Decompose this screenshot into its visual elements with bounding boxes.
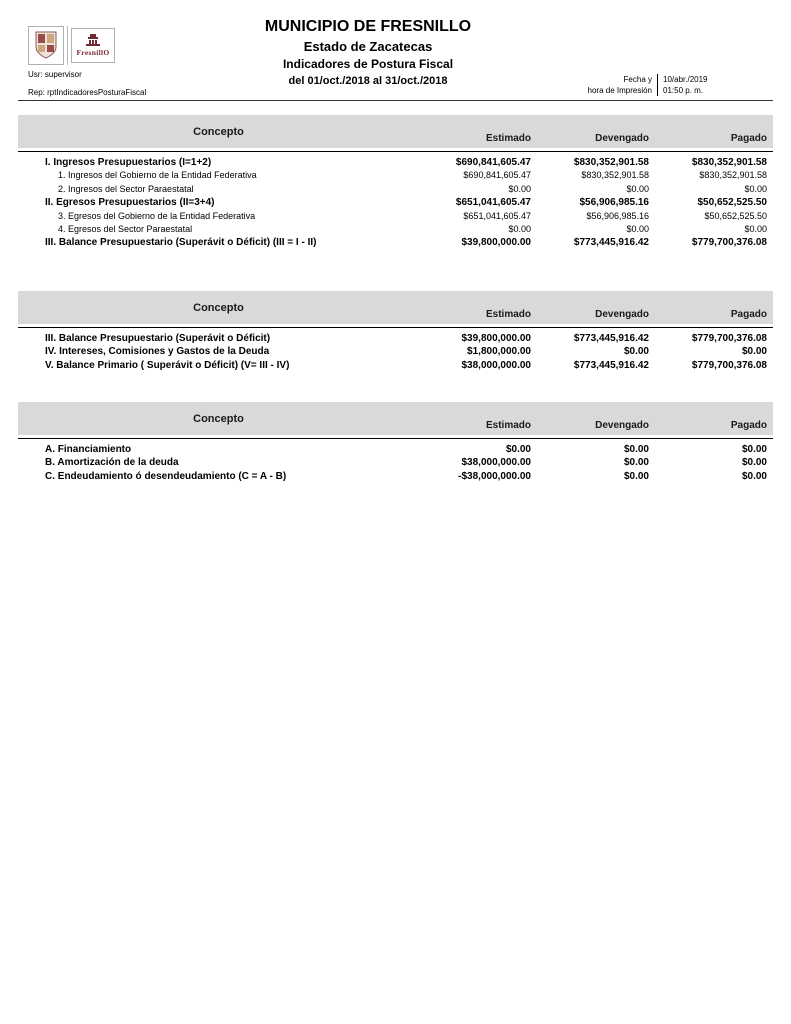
row-pagado-value: $0.00 <box>741 346 767 358</box>
row-estimado-value: $651,041,605.47 <box>455 197 531 209</box>
column-header-pagado: Pagado <box>730 133 767 144</box>
table-body <box>18 156 773 250</box>
row-estimado-value: $38,000,000.00 <box>461 359 531 371</box>
row-devengado-value: $773,445,916.42 <box>573 237 649 249</box>
report-meta-left <box>28 70 146 97</box>
column-header-concepto: Concepto <box>193 125 244 138</box>
row-devengado-value: $56,906,985.16 <box>579 197 649 209</box>
row-concept-label: 1. Ingresos del Gobierno de la Entidad Federativa <box>58 170 257 181</box>
print-time-label: hora de Impresión <box>587 86 652 95</box>
table-row <box>18 456 773 469</box>
report-period: del 01/oct./2018 al 31/oct./2018 <box>288 75 448 87</box>
row-pagado-value: $0.00 <box>741 444 767 455</box>
column-header-estimado: Estimado <box>485 309 531 320</box>
row-concept-label: 3. Egresos del Gobierno de la Entidad Federativa <box>58 210 256 221</box>
row-pagado-value: $779,700,376.08 <box>691 333 767 344</box>
row-concept-label: C. Endeudamiento ó desendeudamiento (C = A - B) <box>45 470 287 482</box>
row-concept-label: 4. Egresos del Sector Paraestatal <box>58 224 193 235</box>
column-header-estimado: Estimado <box>485 420 531 431</box>
table-row <box>18 196 773 209</box>
row-pagado-value: $779,700,376.08 <box>691 237 767 249</box>
column-header-pagado: Pagado <box>730 420 767 431</box>
row-estimado-value: $0.00 <box>505 444 531 455</box>
table-row <box>18 332 773 345</box>
table-row <box>18 223 773 236</box>
row-devengado-value: $830,352,901.58 <box>581 170 649 181</box>
print-date-value: 10/abr./2019 <box>663 75 708 84</box>
table-header-rule <box>18 438 773 439</box>
row-devengado-value: $0.00 <box>623 346 649 358</box>
table-header-rule <box>18 327 773 328</box>
row-concept-label: 2. Ingresos del Sector Paraestatal <box>58 183 194 194</box>
row-estimado-value: $39,800,000.00 <box>461 237 531 249</box>
row-pagado-value: $779,700,376.08 <box>691 359 767 371</box>
row-estimado-value: -$38,000,000.00 <box>458 470 531 482</box>
row-concept-label: III. Balance Presupuestario (Superávit o Déficit) (III = I - II) <box>45 237 317 249</box>
row-devengado-value: $773,445,916.42 <box>573 359 649 371</box>
table-header-bar <box>18 115 773 148</box>
row-concept-label: I. Ingresos Presupuestarios (I=1+2) <box>45 157 212 168</box>
row-concept-label: IV. Intereses, Comisiones y Gastos de la Deuda <box>45 346 270 358</box>
row-pagado-value: $50,652,525.50 <box>697 197 767 209</box>
row-concept-label: B. Amortización de la deuda <box>45 457 179 469</box>
column-header-devengado: Devengado <box>595 309 649 320</box>
row-estimado-value: $690,841,605.47 <box>455 157 531 168</box>
row-estimado-value: $690,841,605.47 <box>463 170 531 181</box>
print-info-labels <box>588 74 652 96</box>
row-estimado-value: $39,800,000.00 <box>461 333 531 344</box>
table-header-rule <box>18 151 773 152</box>
row-pagado-value: $0.00 <box>744 183 767 194</box>
print-time-value: 01:50 p. m. <box>663 86 704 95</box>
table-row <box>18 169 773 182</box>
row-estimado-value: $0.00 <box>508 224 531 235</box>
row-concept-label: A. Financiamiento <box>45 444 132 455</box>
row-pagado-value: $50,652,525.50 <box>704 210 767 221</box>
row-devengado-value: $0.00 <box>623 444 649 455</box>
row-devengado-value: $0.00 <box>626 183 649 194</box>
column-header-concepto: Concepto <box>193 301 244 314</box>
print-info-values <box>663 74 713 96</box>
row-concept-label: II. Egresos Presupuestarios (II=3+4) <box>45 197 215 209</box>
row-devengado-value: $773,445,916.42 <box>573 333 649 344</box>
table-header-bar <box>18 291 773 324</box>
column-header-devengado: Devengado <box>595 420 649 431</box>
table-row <box>18 470 773 483</box>
print-info-divider <box>657 74 658 96</box>
row-devengado-value: $56,906,985.16 <box>586 210 649 221</box>
column-header-devengado: Devengado <box>595 133 649 144</box>
page-title: MUNICIPIO DE FRESNILLO <box>264 18 472 35</box>
table-row <box>18 359 773 372</box>
table-row <box>18 345 773 358</box>
row-concept-label: III. Balance Presupuestario (Superávit o Déficit) <box>45 333 271 344</box>
column-header-estimado: Estimado <box>485 133 531 144</box>
print-date-label: Fecha y <box>623 75 652 84</box>
row-pagado-value: $830,352,901.58 <box>699 170 767 181</box>
table-row <box>18 183 773 196</box>
report-name: Indicadores de Postura Fiscal <box>282 57 454 71</box>
table-body <box>18 443 773 483</box>
table-row <box>18 210 773 223</box>
page-subtitle: Estado de Zacatecas <box>303 39 433 54</box>
row-devengado-value: $0.00 <box>623 470 649 482</box>
row-devengado-value: $0.00 <box>626 224 649 235</box>
table-header-bar <box>18 402 773 435</box>
report-id-line: Rep: rptIndicadoresPosturaFiscal <box>28 88 147 97</box>
row-pagado-value: $0.00 <box>741 457 767 469</box>
user-line: Usr: supervisor <box>28 70 82 79</box>
row-pagado-value: $0.00 <box>744 224 767 235</box>
fiscal-summary-table <box>18 115 773 250</box>
table-row <box>18 156 773 169</box>
financing-table <box>18 402 773 483</box>
primary-balance-table <box>18 291 773 372</box>
row-estimado-value: $38,000,000.00 <box>461 457 531 469</box>
row-estimado-value: $1,800,000.00 <box>467 346 531 358</box>
table-row <box>18 236 773 249</box>
table-body <box>18 332 773 372</box>
row-pagado-value: $830,352,901.58 <box>691 157 767 168</box>
column-header-pagado: Pagado <box>730 309 767 320</box>
print-info <box>588 74 713 96</box>
row-estimado-value: $651,041,605.47 <box>463 210 531 221</box>
row-estimado-value: $0.00 <box>508 183 531 194</box>
column-header-concepto: Concepto <box>193 412 244 425</box>
row-concept-label: V. Balance Primario ( Superávit o Déficit) (V= III - IV) <box>45 359 290 371</box>
fresnillo-logo-text: FresnillO <box>76 48 110 57</box>
row-pagado-value: $0.00 <box>741 470 767 482</box>
row-devengado-value: $0.00 <box>623 457 649 469</box>
header-rule <box>18 100 773 101</box>
table-row <box>18 443 773 456</box>
row-devengado-value: $830,352,901.58 <box>573 157 649 168</box>
